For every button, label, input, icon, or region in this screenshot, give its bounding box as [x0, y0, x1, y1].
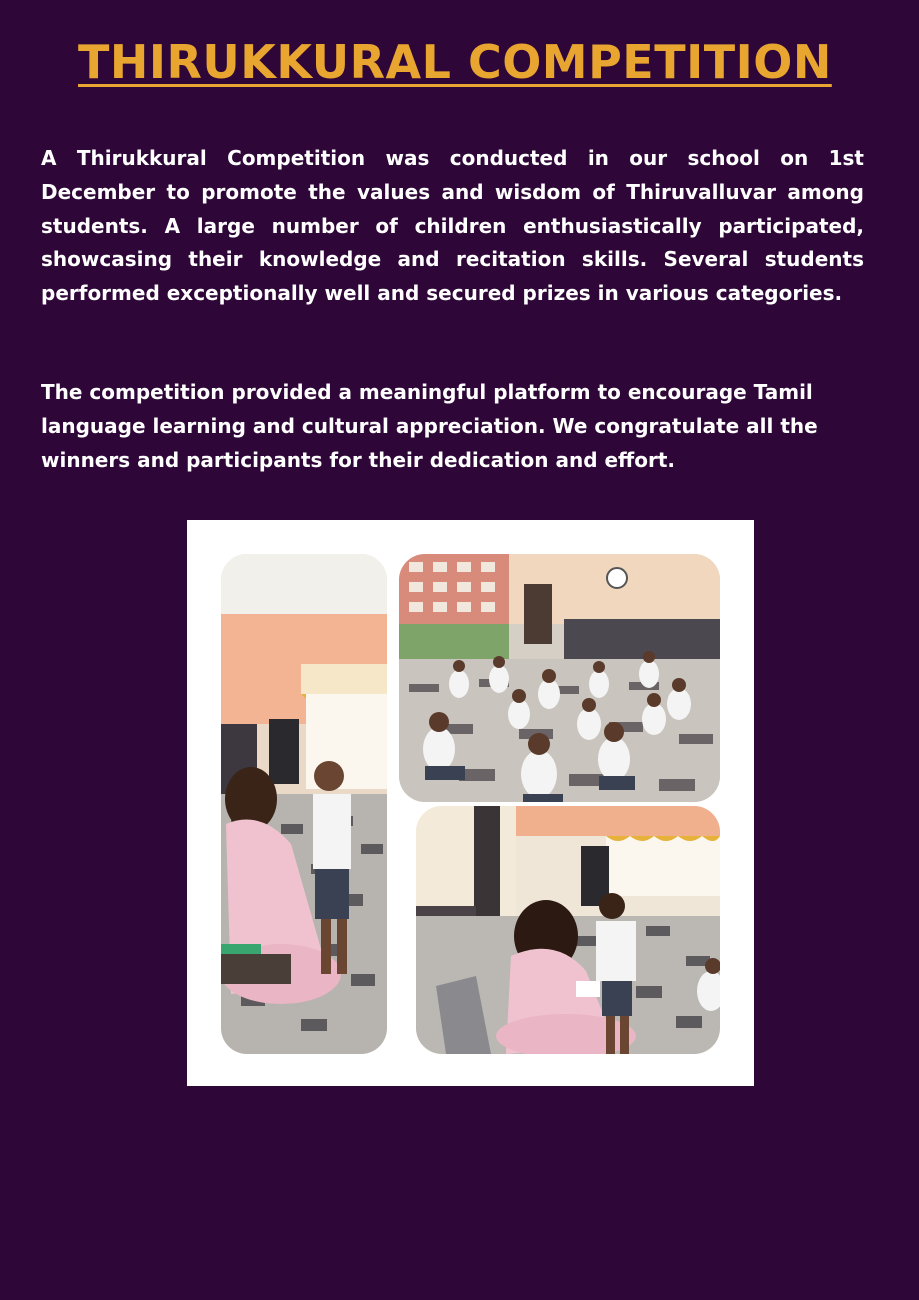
photo-teacher-with-student: [221, 554, 387, 1054]
photo-teacher-evaluating-student: [416, 806, 720, 1054]
page-title: THIRUKKURAL COMPETITION: [78, 35, 832, 89]
photo-collage: [187, 520, 754, 1086]
closing-paragraph: The competition provided a meaningful platform to encourage Tamil language learning and cultural appreciation. We congratulate all the winners and participants for their dedication and effort.: [41, 380, 818, 472]
intro-paragraph: A Thirukkural Competition was conducted in our school on 1st December to promote the values and wisdom of Thiruvalluvar among students. A large number of children enthusiastically participated, showcasing their knowledge and recitation skills. Several students performed exceptionally well and secured prizes in various categories.: [41, 146, 864, 306]
photo-students-in-hall: [399, 554, 720, 802]
